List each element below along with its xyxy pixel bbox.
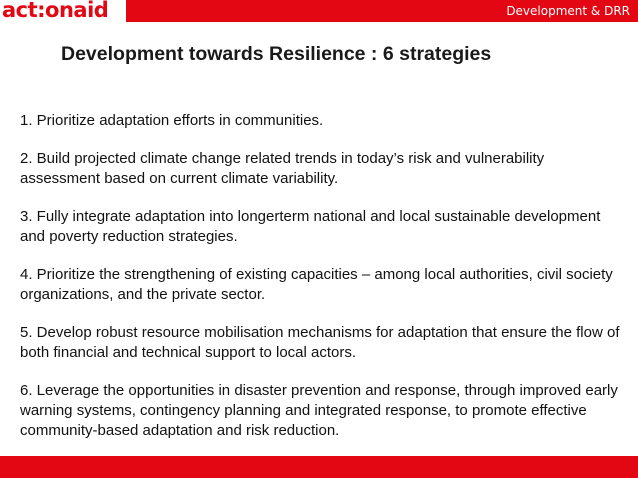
slide-title: Development towards Resilience : 6 strategies xyxy=(61,43,492,65)
footer-bar xyxy=(0,456,638,478)
strategy-item-6: 6. Leverage the opportunities in disaster prevention and response, through improved early warning systems, contingency planning and integrated response, to promote effective community-based adaptation and risk reduction. xyxy=(20,382,618,439)
header-bar xyxy=(0,0,638,22)
actionaid-logo-text: act:onaid xyxy=(2,0,109,22)
strategy-item-1: 1. Prioritize adaptation efforts in communities. xyxy=(20,112,324,129)
strategy-item-3: 3. Fully integrate adaptation into longerterm national and local sustainable development and poverty reduction strategies. xyxy=(20,208,601,245)
strategy-item-5: 5. Develop robust resource mobilisation mechanisms for adaptation that ensure the flow of both financial and technical support to local actors. xyxy=(20,324,620,361)
logo xyxy=(0,0,126,22)
strategy-item-4: 4. Prioritize the strengthening of existing capacities – among local authorities, civil society organizations, and the private sector. xyxy=(20,266,613,303)
strategy-list xyxy=(20,111,620,459)
header-section-label: Development & DRR xyxy=(506,4,630,18)
strategy-item-2: 2. Build projected climate change related trends in today’s risk and vulnerability assessment based on current climate variability. xyxy=(20,150,545,187)
